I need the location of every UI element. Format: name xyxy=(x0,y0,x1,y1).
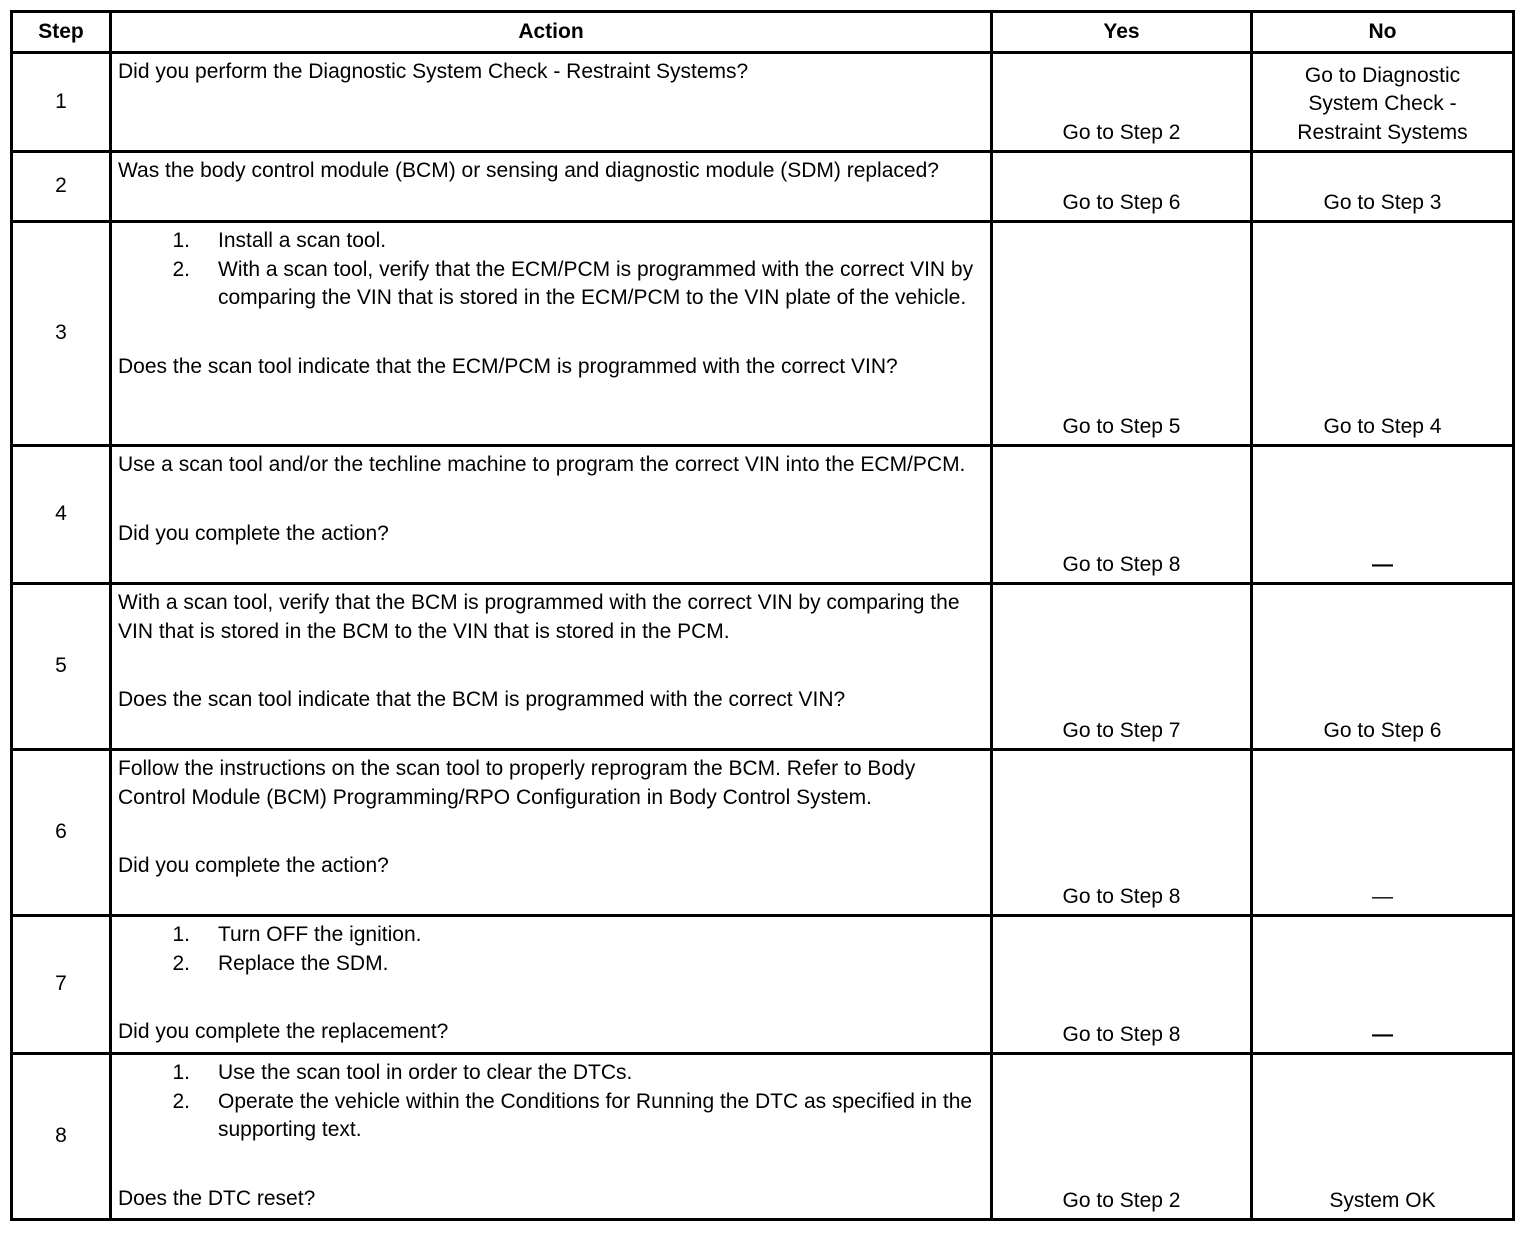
action-steps-list xyxy=(118,921,984,978)
action-steps-list xyxy=(118,1059,984,1145)
table-row xyxy=(12,750,1514,916)
action-question: Does the DTC reset? xyxy=(118,1186,316,1210)
no-cell: System OK xyxy=(1252,1054,1514,1220)
header-action: Action xyxy=(111,12,992,53)
no-cell: — xyxy=(1252,916,1514,1054)
action-text: Follow the instructions on the scan tool to properly reprogram the BCM. Refer to Body Control Module (BCM) Programming/RPO Configuration in Body Control System. xyxy=(118,757,916,809)
yes-cell: Go to Step 8 xyxy=(992,916,1252,1054)
table-row xyxy=(12,222,1514,446)
step-number: 7 xyxy=(12,916,111,1054)
action-cell xyxy=(111,222,992,446)
action-cell xyxy=(111,750,992,916)
header-row xyxy=(12,12,1514,53)
action-text: Use a scan tool and/or the techline machine to program the correct VIN into the ECM/PCM. xyxy=(118,453,966,476)
step-number: 2 xyxy=(12,152,111,222)
yes-cell: Go to Step 8 xyxy=(992,750,1252,916)
list-item: 1. Turn OFF the ignition. xyxy=(172,923,422,946)
action-cell xyxy=(111,152,992,222)
yes-cell: Go to Step 8 xyxy=(992,446,1252,584)
step-number: 6 xyxy=(12,750,111,916)
action-cell xyxy=(111,584,992,750)
step-number: 3 xyxy=(12,222,111,446)
yes-cell: Go to Step 5 xyxy=(992,222,1252,446)
action-cell xyxy=(111,53,992,152)
action-steps-list xyxy=(118,227,984,313)
no-cell: Go to Diagnostic System Check - Restraint Systems xyxy=(1252,53,1514,152)
no-cell: — xyxy=(1252,750,1514,916)
table-row xyxy=(12,916,1514,1054)
header-no: No xyxy=(1252,12,1514,53)
yes-cell: Go to Step 2 xyxy=(992,1054,1252,1220)
no-cell: Go to Step 4 xyxy=(1252,222,1514,446)
no-cell: Go to Step 6 xyxy=(1252,584,1514,750)
table-row xyxy=(12,446,1514,584)
header-step: Step xyxy=(12,12,111,53)
action-question: Did you perform the Diagnostic System Check - Restraint Systems? xyxy=(118,60,749,83)
action-cell xyxy=(111,1054,992,1220)
table-row xyxy=(12,1054,1514,1220)
action-cell xyxy=(111,916,992,1054)
step-number: 5 xyxy=(12,584,111,750)
yes-cell: Go to Step 7 xyxy=(992,584,1252,750)
action-question: Did you complete the action? xyxy=(118,854,389,877)
diagnostic-table xyxy=(10,10,1515,1221)
no-cell: — xyxy=(1252,446,1514,584)
action-question: Does the scan tool indicate that the BCM is programmed with the correct VIN? xyxy=(118,688,846,711)
table-row xyxy=(12,152,1514,222)
step-number: 8 xyxy=(12,1054,111,1220)
action-question: Does the scan tool indicate that the ECM/PCM is programmed with the correct VIN? xyxy=(118,354,898,378)
action-question: Did you complete the action? xyxy=(118,521,389,545)
action-question: Was the body control module (BCM) or sensing and diagnostic module (SDM) replaced? xyxy=(118,159,939,182)
no-cell: Go to Step 3 xyxy=(1252,152,1514,222)
action-text: With a scan tool, verify that the BCM is programmed with the correct VIN by comparing the VIN that is stored in the BCM to the VIN that is stored in the PCM. xyxy=(118,591,960,643)
step-number: 1 xyxy=(12,53,111,152)
list-item: 1. Use the scan tool in order to clear the DTCs. xyxy=(172,1061,633,1084)
step-number: 4 xyxy=(12,446,111,584)
action-cell xyxy=(111,446,992,584)
list-item: 2. Replace the SDM. xyxy=(172,951,389,975)
yes-cell: Go to Step 2 xyxy=(992,53,1252,152)
yes-cell: Go to Step 6 xyxy=(992,152,1252,222)
list-item: 2. Operate the vehicle within the Conditions for Running the DTC as specified in the supporting text. xyxy=(172,1089,973,1141)
header-yes: Yes xyxy=(992,12,1252,53)
list-item: 1. Install a scan tool. xyxy=(172,229,387,252)
table-row xyxy=(12,584,1514,750)
list-item: 2. With a scan tool, verify that the ECM/PCM is programmed with the correct VIN by comparing the VIN that is stored in the ECM/PCM to the VIN plate of the vehicle. xyxy=(172,257,974,309)
action-question: Did you complete the replacement? xyxy=(118,1020,449,1043)
table-row xyxy=(12,53,1514,152)
